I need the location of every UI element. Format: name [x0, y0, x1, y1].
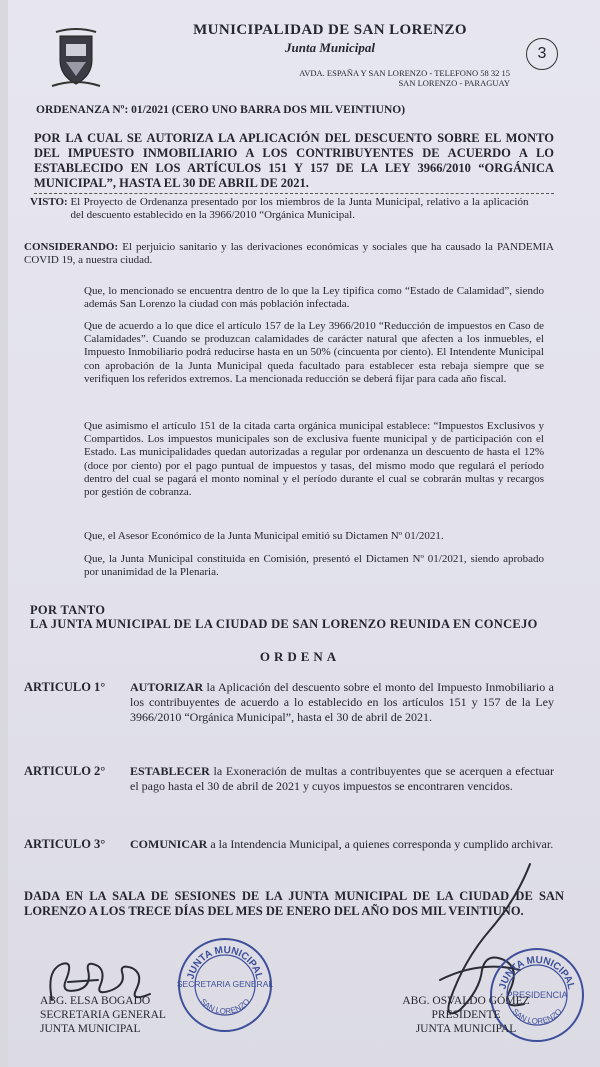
paragraph-text: Que, lo mencionado se encuentra dentro de lo que la Ley tipifica como “Estado de Calamidad”, siendo además San Lorenzo la ciudad con más población infectada. [84, 285, 544, 311]
visto-label: VISTO: [30, 196, 68, 208]
ordinance-number: ORDENANZA Nº: 01/2021 (CERO UNO BARRA DOS MIL VEINTIUNO) [36, 104, 406, 116]
article-body: la Exoneración de multas a contribuyentes que se acerquen a efectuar el pago hasta el 30 de abril de 2021 y cuyos impuestos se encontraren vencidos. [130, 764, 554, 793]
article-verb: ESTABLECER [130, 764, 210, 778]
signer-name: ABG. OSVALDO GÓMEZ [402, 995, 530, 1007]
stamp-center-text: PRESIDENCIA [506, 990, 568, 1000]
considerando-paragraph [84, 320, 544, 386]
considerando-paragraph [84, 285, 544, 311]
municipal-crest-icon [46, 28, 106, 90]
paragraph-text: Que, el Asesor Económico de la Junta Municipal emitió su Dictamen Nº 01/2021. [84, 530, 444, 542]
header-address-line1: AVDA. ESPAÑA Y SAN LORENZO - TELEFONO 58 32 15 [299, 68, 510, 78]
header-address-line2: SAN LORENZO - PARAGUAY [398, 78, 510, 88]
article-label: ARTICULO 1° [24, 680, 106, 694]
svg-text:JUNTA MUNICIPAL [498, 955, 577, 991]
junta-reunida: LA JUNTA MUNICIPAL DE LA CIUDAD DE SAN LORENZO REUNIDA EN CONCEJO [30, 617, 538, 631]
considerando-paragraph [84, 530, 544, 543]
header-subtitle: Junta Municipal [285, 40, 375, 55]
article-body: la Aplicación del descuento sobre el monto del Impuesto Inmobiliario a los contribuyentes de acuerdo a lo establecido en los artículos 151 y 157 de la Ley 3966/2010 “Orgánica Municipal”, hasta el 30 de abril de 2021. [130, 680, 554, 724]
svg-text:JUNTA MUNICIPAL [186, 945, 265, 981]
stamp-top-text: JUNTA MUNICIPAL [185, 944, 265, 981]
signer-org: JUNTA MUNICIPAL [415, 1023, 517, 1035]
dash-line [34, 193, 554, 194]
stamp-top-text: JUNTA MUNICIPAL [497, 954, 577, 991]
ordena-heading: ORDENA [259, 649, 341, 664]
stamp-bottom-text: SAN LORENZO [510, 1006, 564, 1027]
article-label: ARTICULO 2° [24, 764, 106, 778]
signer-org: JUNTA MUNICIPAL [40, 1023, 141, 1035]
article-label: ARTICULO 3° [24, 837, 106, 851]
article-body: a la Intendencia Municipal, a quienes corresponda y cumplido archivar. [210, 837, 554, 851]
article-text [130, 764, 554, 794]
closing-statement: DADA EN LA SALA DE SESIONES DE LA JUNTA MUNICIPAL DE LA CIUDAD DE SAN LORENZO A LOS TRECE DÍAS DEL MES DE ENERO DEL AÑO DOS MIL VEINTIUNO. [24, 889, 564, 918]
visto-text: El Proyecto de Ordenanza presentado por los miembros de la Junta Municipal, relativo a la aplicación del descuento establecido en la 3966/2010 “Orgánica Municipal. [70, 196, 529, 221]
paragraph-text: Que de acuerdo a lo que dice el artículo 157 de la Ley 3966/2010 “Reducción de impuestos en Caso de Calamidades”. Cuando se produzcan calamidades de carácter natural que afecten a los inmuebles, el Impuesto Inmobiliario podrá reducirse hasta en un 50% (cincuenta por ciento). El Intendente Municipal con aprobación de la Junta Municipal queda facultado para establecer esta rebaja siempre que se verifiquen los referidos extremos. La mencionada reducción se deberá fijar para cada año fiscal. [84, 320, 544, 385]
article-verb: AUTORIZAR [130, 680, 204, 694]
ordinance-subject [34, 131, 554, 194]
considerando-intro: El perjuicio sanitario y las derivaciones económicas y sociales que ha causado la PANDEMIA COVID 19, a nuestra ciudad. [24, 241, 555, 266]
considerando-section [24, 241, 554, 267]
paragraph-text: Que asimismo el artículo 151 de la citada carta orgánica municipal establece: “Impuestos Exclusivos y Compartidos. Los impuestos municipales son de exclusiva fuente municipal y de participación con el Estado. Las municipalidades quedan autorizadas a regular por ordenanza un descuento de hasta el 12% (doce por ciento) por el pago puntual de impuestos y tasas, del mismo modo que regulará el período dentro del cual se pagará el monto nominal y el período durante el cual se cobrarán multas y recargos por gestión de cobranza. [84, 420, 544, 499]
considerando-paragraph [84, 553, 544, 579]
signature-block-right [366, 994, 566, 1036]
page-number: 3 [526, 38, 558, 70]
article-text [130, 837, 554, 852]
signer-role: SECRETARIA GENERAL [40, 1009, 166, 1021]
ordinance-subject-text: POR LA CUAL SE AUTORIZA LA APLICACIÓN DEL DESCUENTO SOBRE EL MONTO DEL IMPUESTO INMOBILIARIO A LOS CONTRIBUYENTES DE ACUERDO A LO ESTABLECIDO EN LOS ARTÍCULOS 151 Y 157 DE LA LEY 3966/2010 “ORGÁNICA MUNICIPAL”, HASTA EL 30 DE ABRIL DE 2021. [34, 131, 554, 190]
signer-name: ABG. ELSA BOGADO [40, 995, 151, 1007]
signature-block-left [40, 994, 240, 1036]
signer-role: PRESIDENTE [431, 1009, 501, 1021]
article-text [130, 680, 554, 725]
considerando-label: CONSIDERANDO: [24, 241, 119, 253]
stamp-center-text: SECRETARIA GENERAL [176, 979, 274, 989]
header-title: MUNICIPALIDAD DE SAN LORENZO [193, 22, 467, 38]
article-verb: COMUNICAR [130, 837, 208, 851]
por-tanto: POR TANTO [30, 603, 106, 617]
stamp-bottom-text: SAN LORENZO [198, 996, 252, 1017]
paragraph-text: Que, la Junta Municipal constituida en Comisión, presentó el Dictamen Nº 01/2021, siendo aprobado por unanimidad de la Plenaria. [84, 553, 544, 579]
considerando-paragraph [84, 420, 544, 499]
visto-section [30, 196, 550, 222]
